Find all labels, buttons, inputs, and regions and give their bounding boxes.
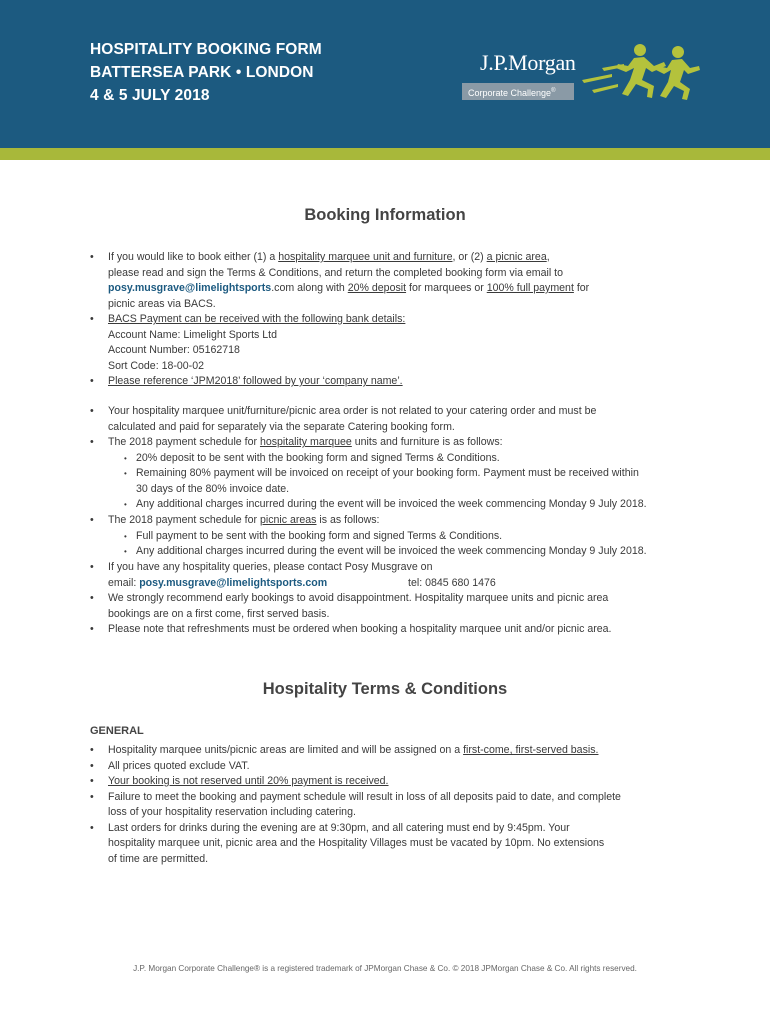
footer-trademark: J.P. Morgan Corporate Challenge® is a registered trademark of JPMorgan Chase & Co. © 2018 JPMorgan Chase & Co. All rights reserved. [133, 964, 637, 973]
payment-reference-note: Please reference ‘JPM2018’ followed by your ‘company name’. [108, 375, 403, 387]
text-fragment: The 2018 payment schedule for [108, 436, 260, 448]
sort-code: Sort Code: 18-00-02 [108, 359, 204, 372]
marquee-deposit-item: 20% deposit to be sent with the booking form and signed Terms & Conditions. [136, 451, 500, 464]
picnic-option-text: a picnic area [486, 251, 547, 263]
text-fragment: , or (2) [452, 251, 487, 263]
logo-badge-text: Corporate Challenge [468, 88, 552, 98]
bullet: • [90, 790, 94, 803]
text-fragment: units and furniture is as follows: [351, 436, 503, 448]
terms-last-orders-item-cont2: of time are permitted. [108, 852, 209, 865]
event-dates: 4 & 5 JULY 2018 [90, 87, 210, 104]
account-number: Account Number: 05162718 [108, 344, 240, 356]
sub-bullet: • [124, 500, 127, 509]
terms-vat-item: All prices quoted exclude VAT. [108, 759, 250, 772]
runners-icon [572, 40, 702, 105]
picnic-additional-charges-item: Any additional charges incurred during the event will be invoiced the week commencing Monday 9 July 2018. [136, 545, 647, 557]
bullet: • [90, 313, 94, 325]
early-booking-note-line2: bookings are on a first come, first served basis. [108, 607, 330, 620]
logo-badge-mark: ® [551, 88, 556, 94]
logo-wordmark: J.P.Morgan [480, 50, 576, 75]
general-subheading: GENERAL [90, 725, 144, 737]
account-name: Account Name: Limelight Sports Ltd [108, 328, 277, 341]
logo-badge [462, 83, 574, 100]
booking-options-line [108, 250, 550, 266]
terms-last-orders-item-cont: hospitality marquee unit, picnic area and the Hospitality Villages must be vacated by 10pm. No extensions [108, 837, 605, 849]
picnic-full-payment-item: Full payment to be sent with the booking form and signed Terms & Conditions. [136, 529, 503, 542]
first-come-text: first-come, first-served basis. [463, 744, 599, 756]
terms-failure-item-cont: loss of your hospitality reservation including catering. [108, 806, 356, 818]
event-location: BATTERSEA PARK • LONDON [90, 64, 314, 81]
picnic-schedule-heading [108, 513, 379, 529]
deposit-text: 20% deposit [347, 282, 407, 294]
refreshments-note: Please note that refreshments must be ordered when booking a hospitality marquee unit and/or picnic area. [108, 623, 612, 635]
bullet: • [90, 623, 94, 635]
text-fragment: for marquees or [406, 282, 487, 294]
text-fragment: for [573, 282, 590, 294]
marquee-option-text: hospitality marquee unit and furniture [278, 251, 453, 263]
form-title: HOSPITALITY BOOKING FORM [90, 41, 322, 58]
sub-bullet: • [124, 469, 127, 478]
jpmorgan-corporate-challenge-logo [462, 40, 702, 105]
terms-failure-item: Failure to meet the booking and payment schedule will result in loss of all deposits paid to date, and complete [108, 790, 621, 803]
booking-instructions-line: please read and sign the Terms & Conditions, and return the completed booking form via email to [108, 266, 564, 279]
text-fragment: .com along with [271, 282, 348, 294]
terms-last-orders-item: Last orders for drinks during the evening are at 9:30pm, and all catering must end by 9:45pm. Your [108, 821, 570, 834]
text-fragment: The 2018 payment schedule for [108, 514, 260, 526]
marquee-remaining-item-cont: 30 days of the 80% invoice date. [136, 482, 290, 495]
marquee-schedule-term: hospitality marquee [259, 436, 352, 448]
bullet: • [90, 251, 94, 263]
catering-note-line2: calculated and paid for separately via the separate Catering booking form. [108, 420, 455, 433]
contact-line: If you have any hospitality queries, please contact Posy Musgrave on [108, 561, 433, 573]
terms-reservation-item: Your booking is not reserved until 20% payment is received. [108, 775, 389, 787]
header-banner [0, 0, 770, 148]
text-fragment: Hospitality marquee units/picnic areas are limited and will be assigned on a [108, 744, 464, 756]
bullet: • [90, 375, 94, 387]
booking-information-heading: Booking Information [304, 206, 466, 224]
header-stripe [0, 148, 770, 160]
marquee-additional-charges-item: Any additional charges incurred during the event will be invoiced the week commencing Monday 9 July 2018. [136, 498, 647, 510]
marquee-remaining-item: Remaining 80% payment will be invoiced on receipt of your booking form. Payment must be received within [136, 467, 639, 479]
bullet: • [90, 775, 94, 787]
header-title-block [90, 38, 322, 107]
sub-bullet: • [124, 547, 127, 556]
bullet: • [90, 514, 94, 526]
bullet: • [90, 821, 94, 834]
terms-heading: Hospitality Terms & Conditions [262, 680, 508, 698]
contact-email-label [108, 576, 327, 592]
text-fragment: If you would like to book either (1) a [108, 251, 279, 263]
bullet: • [90, 561, 94, 573]
sub-bullet: • [124, 453, 127, 463]
terms-allocation-item [108, 743, 598, 759]
bullet: • [90, 759, 94, 772]
contact-email-link[interactable]: posy.musgrave@limelightsports.com [139, 576, 328, 589]
bacs-note: picnic areas via BACS. [108, 297, 216, 310]
booking-email-link[interactable]: posy.musgrave@limelightsports [108, 282, 272, 294]
bacs-details-heading: BACS Payment can be received with the following bank details: [108, 313, 406, 325]
full-payment-text: 100% full payment [486, 282, 574, 294]
bullet: • [90, 744, 94, 756]
bullet: • [90, 405, 94, 417]
text-fragment: , [546, 251, 550, 263]
text-fragment: is as follows: [316, 514, 380, 526]
text-fragment: email: [108, 576, 140, 589]
marquee-schedule-heading [108, 435, 503, 451]
bullet: • [90, 592, 94, 604]
catering-note-line1: Your hospitality marquee unit/furniture/picnic area order is not related to your catering order and must be [108, 405, 597, 417]
sub-bullet: • [124, 531, 127, 541]
booking-email-line [108, 281, 589, 297]
early-booking-note-line1: We strongly recommend early bookings to avoid disappointment. Hospitality marquee units and picnic area [108, 592, 609, 604]
picnic-schedule-term: picnic areas [259, 514, 317, 526]
contact-phone[interactable]: tel: 0845 680 1476 [408, 576, 496, 589]
bullet: • [90, 436, 94, 448]
